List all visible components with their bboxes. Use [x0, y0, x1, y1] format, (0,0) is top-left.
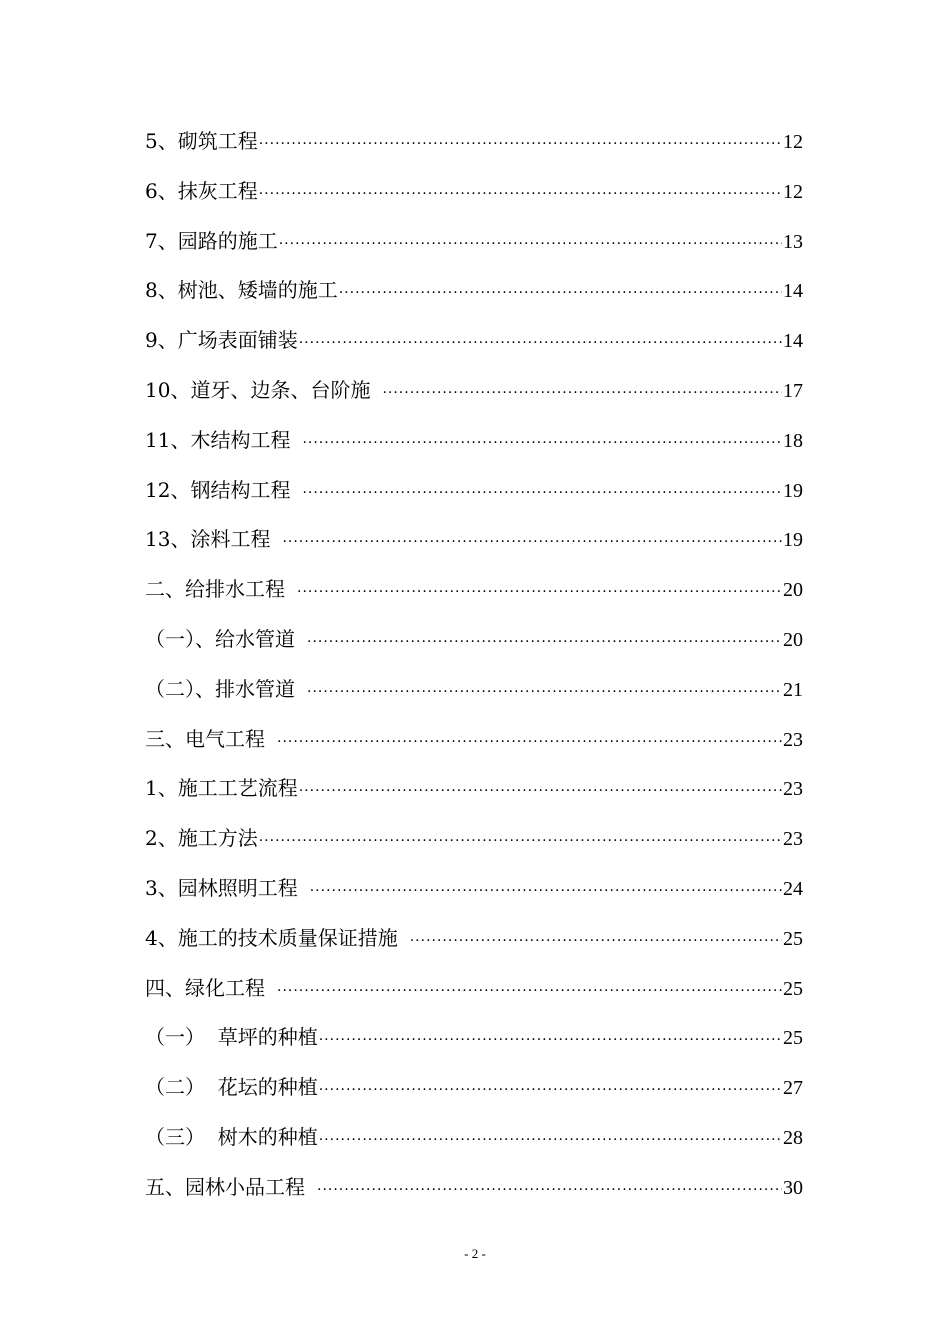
toc-entry[interactable]: [145, 366, 803, 416]
toc-entry[interactable]: [145, 316, 803, 366]
toc-dot-leader: [319, 1116, 782, 1166]
toc-entry[interactable]: [145, 814, 803, 864]
toc-dot-leader: [299, 767, 782, 817]
toc-dot-leader: [259, 170, 782, 220]
toc-entry[interactable]: [145, 515, 803, 565]
toc-entry-label: 二、给排水工程: [145, 577, 285, 602]
toc-entry-label: （二） 花坛的种植: [145, 1075, 318, 1100]
toc-entry-page: 23: [783, 828, 803, 851]
toc-entry-page: 30: [783, 1176, 803, 1199]
toc-entry[interactable]: [145, 266, 803, 316]
toc-dot-leader: [317, 1166, 782, 1216]
toc-entry-page: 18: [783, 429, 803, 452]
toc-dot-leader: [382, 369, 782, 419]
toc-entry[interactable]: [145, 914, 803, 964]
toc-dot-leader: [307, 618, 782, 668]
toc-entry-label: 四、绿化工程: [145, 975, 265, 1000]
toc-entry-page: 23: [783, 728, 803, 751]
toc-entry-page: 28: [783, 1126, 803, 1149]
toc-entry[interactable]: [145, 665, 803, 715]
toc-entry-page: 24: [783, 877, 803, 900]
toc-entry-label: 3、园林照明工程: [145, 875, 298, 900]
toc-entry[interactable]: [145, 764, 803, 814]
toc-entry-page: 25: [783, 977, 803, 1000]
toc-entry-label: 7、园路的施工: [145, 228, 278, 253]
toc-entry-label: 10、道牙、边条、台阶施: [145, 377, 371, 402]
toc-entry-page: 27: [783, 1077, 803, 1100]
toc-dot-leader: [302, 419, 782, 469]
toc-entry-page: 14: [783, 330, 803, 353]
toc-entry[interactable]: [145, 1063, 803, 1113]
toc-dot-leader: [279, 220, 782, 270]
toc-dot-leader: [259, 817, 782, 867]
toc-entry[interactable]: [145, 217, 803, 267]
toc-dot-leader: [259, 120, 782, 170]
toc-entry-page: 19: [783, 529, 803, 552]
toc-entry[interactable]: [145, 864, 803, 914]
toc-entry-page: 23: [783, 778, 803, 801]
toc-entry[interactable]: [145, 964, 803, 1014]
toc-dot-leader: [282, 518, 782, 568]
toc-entry-label: 8、树池、矮墙的施工: [145, 278, 338, 303]
toc-entry[interactable]: [145, 565, 803, 615]
toc-entry-label: 4、施工的技术质量保证措施: [145, 925, 398, 950]
toc-entry[interactable]: [145, 466, 803, 516]
toc-entry-page: 25: [783, 1027, 803, 1050]
toc-entry-label: 2、施工方法: [145, 826, 258, 851]
table-of-contents: [145, 117, 803, 1213]
toc-entry-label: 13、涂料工程: [145, 527, 271, 552]
toc-dot-leader: [307, 668, 782, 718]
toc-entry-page: 13: [783, 230, 803, 253]
toc-dot-leader: [410, 917, 782, 967]
toc-dot-leader: [339, 269, 782, 319]
toc-entry-label: 12、钢结构工程: [145, 477, 291, 502]
toc-dot-leader: [302, 469, 782, 519]
toc-entry-page: 12: [783, 180, 803, 203]
toc-entry-label: 11、木结构工程: [145, 427, 291, 452]
toc-entry[interactable]: [145, 117, 803, 167]
toc-dot-leader: [319, 1016, 782, 1066]
toc-entry-label: （三） 树木的种植: [145, 1124, 318, 1149]
toc-entry-page: 14: [783, 280, 803, 303]
toc-dot-leader: [297, 568, 782, 618]
toc-entry-label: 三、电气工程: [145, 726, 265, 751]
toc-dot-leader: [310, 867, 782, 917]
toc-entry-page: 25: [783, 927, 803, 950]
toc-entry-label: 5、砌筑工程: [145, 129, 258, 153]
toc-entry-label: （二）、排水管道: [145, 676, 295, 701]
toc-entry[interactable]: [145, 1013, 803, 1063]
toc-entry[interactable]: [145, 167, 803, 217]
toc-entry-label: （一）、给水管道: [145, 626, 295, 651]
toc-entry-label: 6、抹灰工程: [145, 178, 258, 203]
toc-entry-label: 1、施工工艺流程: [145, 776, 298, 801]
toc-dot-leader: [277, 967, 782, 1017]
toc-dot-leader: [319, 1066, 782, 1116]
toc-dot-leader: [299, 319, 782, 369]
toc-entry[interactable]: [145, 1163, 803, 1213]
toc-entry[interactable]: [145, 715, 803, 765]
toc-entry-page: 17: [783, 379, 803, 402]
toc-entry-page: 20: [783, 579, 803, 602]
toc-dot-leader: [277, 718, 782, 768]
toc-entry-page: 12: [783, 131, 803, 153]
toc-entry-page: 20: [783, 628, 803, 651]
page-number-footer: - 2 -: [464, 1246, 486, 1261]
toc-entry-page: 21: [783, 678, 803, 701]
toc-entry-page: 19: [783, 479, 803, 502]
toc-entry-label: 9、广场表面铺装: [145, 328, 298, 353]
toc-entry-label: （一） 草坪的种植: [145, 1025, 318, 1050]
toc-entry[interactable]: [145, 416, 803, 466]
toc-entry[interactable]: [145, 1113, 803, 1163]
toc-entry-label: 五、园林小品工程: [145, 1174, 305, 1199]
toc-entry[interactable]: [145, 615, 803, 665]
